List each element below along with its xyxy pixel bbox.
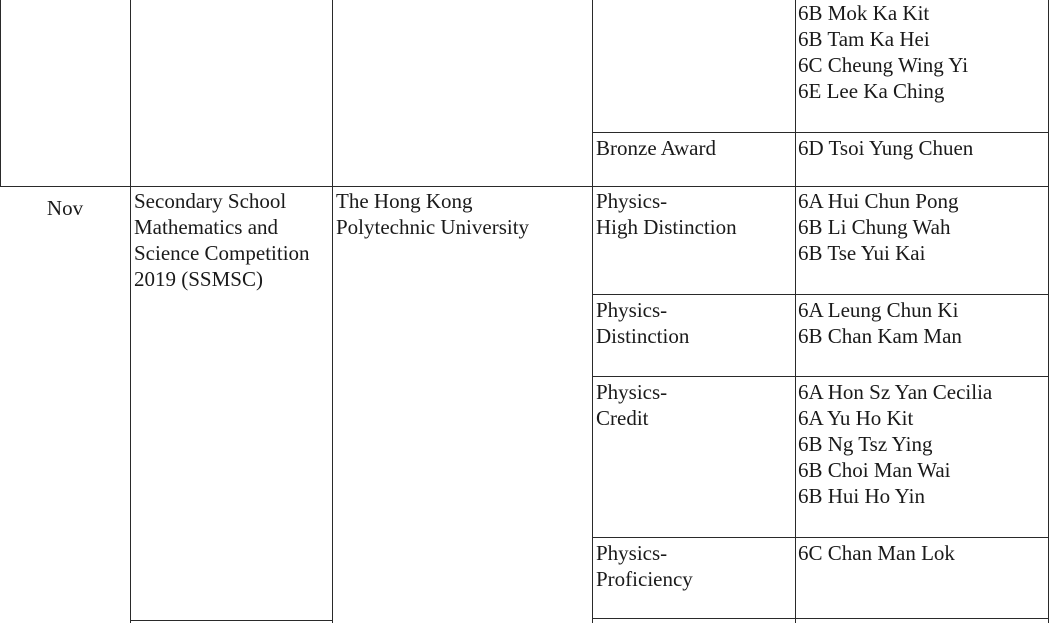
student-name: 6B Mok Ka Kit (798, 1, 930, 25)
student-name: 6C Cheung Wing Yi (798, 53, 969, 77)
award-cell-distinction (596, 297, 689, 349)
student-name: 6B Li Chung Wah (798, 215, 951, 239)
award-label: Bronze Award (596, 136, 716, 160)
student-name: 6A Leung Chun Ki (798, 298, 959, 322)
row-divider-credit (592, 376, 1049, 377)
award-label: Physics- (596, 298, 668, 322)
names-cell-proficiency (798, 540, 955, 566)
column-divider-award (795, 0, 796, 623)
award-label: High Distinction (596, 215, 737, 239)
names-cell-high-distinction (798, 188, 958, 266)
student-name: 6C Chan Man Lok (798, 541, 955, 565)
table-border-right (1048, 0, 1049, 623)
row-divider-proficiency (592, 537, 1049, 538)
column-divider-competition (332, 0, 333, 623)
student-name: 6B Tam Ka Hei (798, 27, 930, 51)
column-divider-month (130, 0, 131, 623)
student-name: 6A Yu Ho Kit (798, 406, 914, 430)
names-cell-credit (798, 379, 992, 509)
student-name: 6B Choi Man Wai (798, 458, 951, 482)
row-divider-bottom-right (592, 618, 1049, 619)
student-name: 6B Ng Tsz Ying (798, 432, 933, 456)
competition-name-line: Mathematics and (134, 215, 279, 239)
award-label: Credit (596, 406, 649, 430)
award-label: Distinction (596, 324, 690, 348)
names-cell-distinction (798, 297, 962, 349)
competition-name-line: 2019 (SSMSC) (134, 267, 263, 291)
row-divider-distinction (592, 294, 1049, 295)
student-name: 6B Tse Yui Kai (798, 241, 926, 265)
award-label: Physics- (596, 380, 668, 404)
student-name: 6B Hui Ho Yin (798, 484, 925, 508)
competition-name-line: Science Competition (134, 241, 310, 265)
student-name: 6B Chan Kam Man (798, 324, 962, 348)
student-name: 6D Tsoi Yung Chuen (798, 136, 974, 160)
row-divider-nov (0, 186, 1049, 187)
student-name: 6A Hon Sz Yan Cecilia (798, 380, 993, 404)
competition-cell (134, 188, 310, 292)
award-cell-credit (596, 379, 667, 431)
names-cell-continued (798, 0, 968, 104)
organizer-name-line: Polytechnic University (336, 215, 530, 239)
award-cell-bronze (596, 135, 716, 161)
column-divider-organizer (592, 0, 593, 623)
award-cell-high-distinction (596, 188, 737, 240)
row-divider-bottom-left (130, 620, 333, 621)
month-cell (0, 195, 130, 221)
row-divider-bronze (592, 132, 1049, 133)
student-name: 6A Hui Chun Pong (798, 189, 959, 213)
award-label: Proficiency (596, 567, 693, 591)
competition-name-line: Secondary School (134, 189, 287, 213)
organizer-name-line: The Hong Kong (336, 189, 473, 213)
award-label: Physics- (596, 541, 668, 565)
student-name: 6E Lee Ka Ching (798, 79, 945, 103)
names-cell-bronze (798, 135, 973, 161)
table-border-left (0, 0, 1, 186)
award-label: Physics- (596, 189, 668, 213)
month-label: Nov (46, 196, 84, 220)
award-cell-proficiency (596, 540, 693, 592)
organizer-cell (336, 188, 529, 240)
